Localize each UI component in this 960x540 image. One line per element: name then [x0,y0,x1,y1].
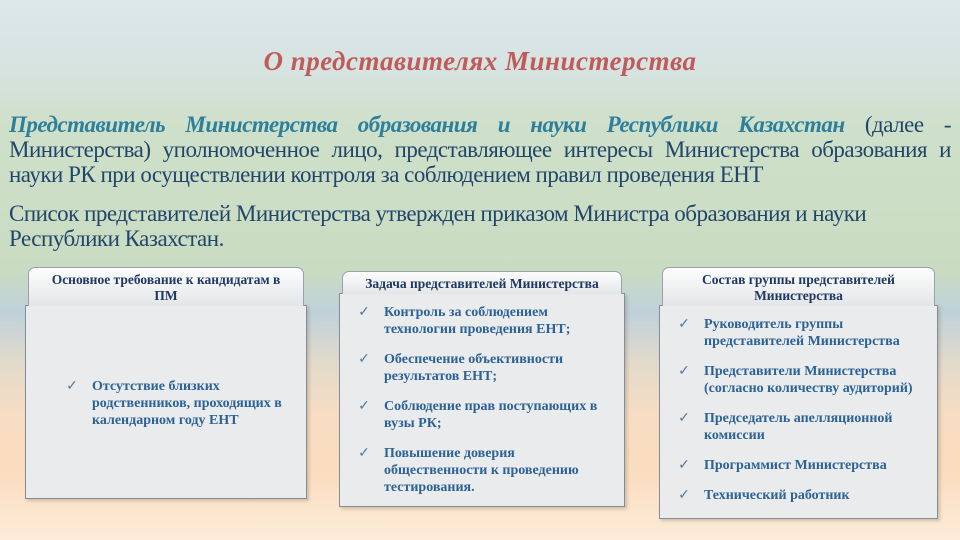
item-list [346,304,616,496]
list-item [346,304,616,338]
list-item [32,378,298,429]
list-item-text: Контроль за соблюдением технологии проведения ЕНТ; [384,305,571,337]
list-item [346,398,616,432]
item-list [666,316,929,504]
intro-rest: (далее - Министерства) уполномоченное лицо, представляющее интересы Министерства образования и науки РК при осуществлении контроля за соблюдением правил проведения ЕНТ [9,112,952,187]
list-item [346,351,616,385]
list-item-text: Технический работник [704,488,850,503]
item-list [32,378,298,429]
checkmark-icon: ✓ [678,364,690,379]
checkmark-icon: ✓ [678,488,690,503]
box-candidate-requirement [25,267,307,499]
list-item-text: Председатель апелляционной комиссии [704,411,893,443]
list-item [666,363,929,397]
box-group-composition [659,267,938,519]
checkmark-icon: ✓ [358,352,370,367]
list-item [666,316,929,350]
list-item-text: Соблюдение прав поступающих в вузы РК; [384,399,598,431]
checkmark-icon: ✓ [678,411,690,426]
list-item-text: Программист Министерства [704,458,887,473]
box-representative-tasks [339,271,625,507]
checkmark-icon: ✓ [66,378,78,394]
box-representative-tasks-header: Задача представителей Министерства [342,271,622,294]
list-item [666,487,929,504]
list-item-text: Обеспечение объективности результатов ЕНТ; [384,352,564,384]
list-item-text: Руководитель группы представителей Министерства [704,317,900,349]
checkmark-icon: ✓ [678,458,690,473]
slide-title: О представителях Министерства [263,46,697,76]
list-item-text: Повышение доверия общественности к проведению тестирования. [384,446,579,495]
list-item [666,457,929,474]
checkmark-icon: ✓ [358,399,370,414]
box-group-composition-panel [659,305,938,519]
list-item [666,410,929,444]
box-representative-tasks-panel [339,293,625,507]
list-item [346,445,616,496]
checkmark-icon: ✓ [358,305,370,320]
approval-paragraph: Список представителей Министерства утвержден приказом Министра образования и науки Республики Казахстан. [9,201,867,251]
intro-paragraph [9,112,951,187]
checkmark-icon: ✓ [678,317,690,332]
box-candidate-requirement-header: Основное требование к кандидатам в ПМ [28,267,304,306]
box-candidate-requirement-panel [25,305,307,499]
checkmark-icon: ✓ [358,446,370,461]
list-item-text: Представители Министерства (согласно количеству аудиторий) [704,364,913,396]
box-group-composition-header: Состав группы представителей Министерства [662,267,935,306]
list-item-text: Отсутствие близких родственников, проходящих в календарном году ЕНТ [92,378,282,428]
intro-highlight: Представитель Министерства образования и науки Республики Казахстан [9,112,845,137]
